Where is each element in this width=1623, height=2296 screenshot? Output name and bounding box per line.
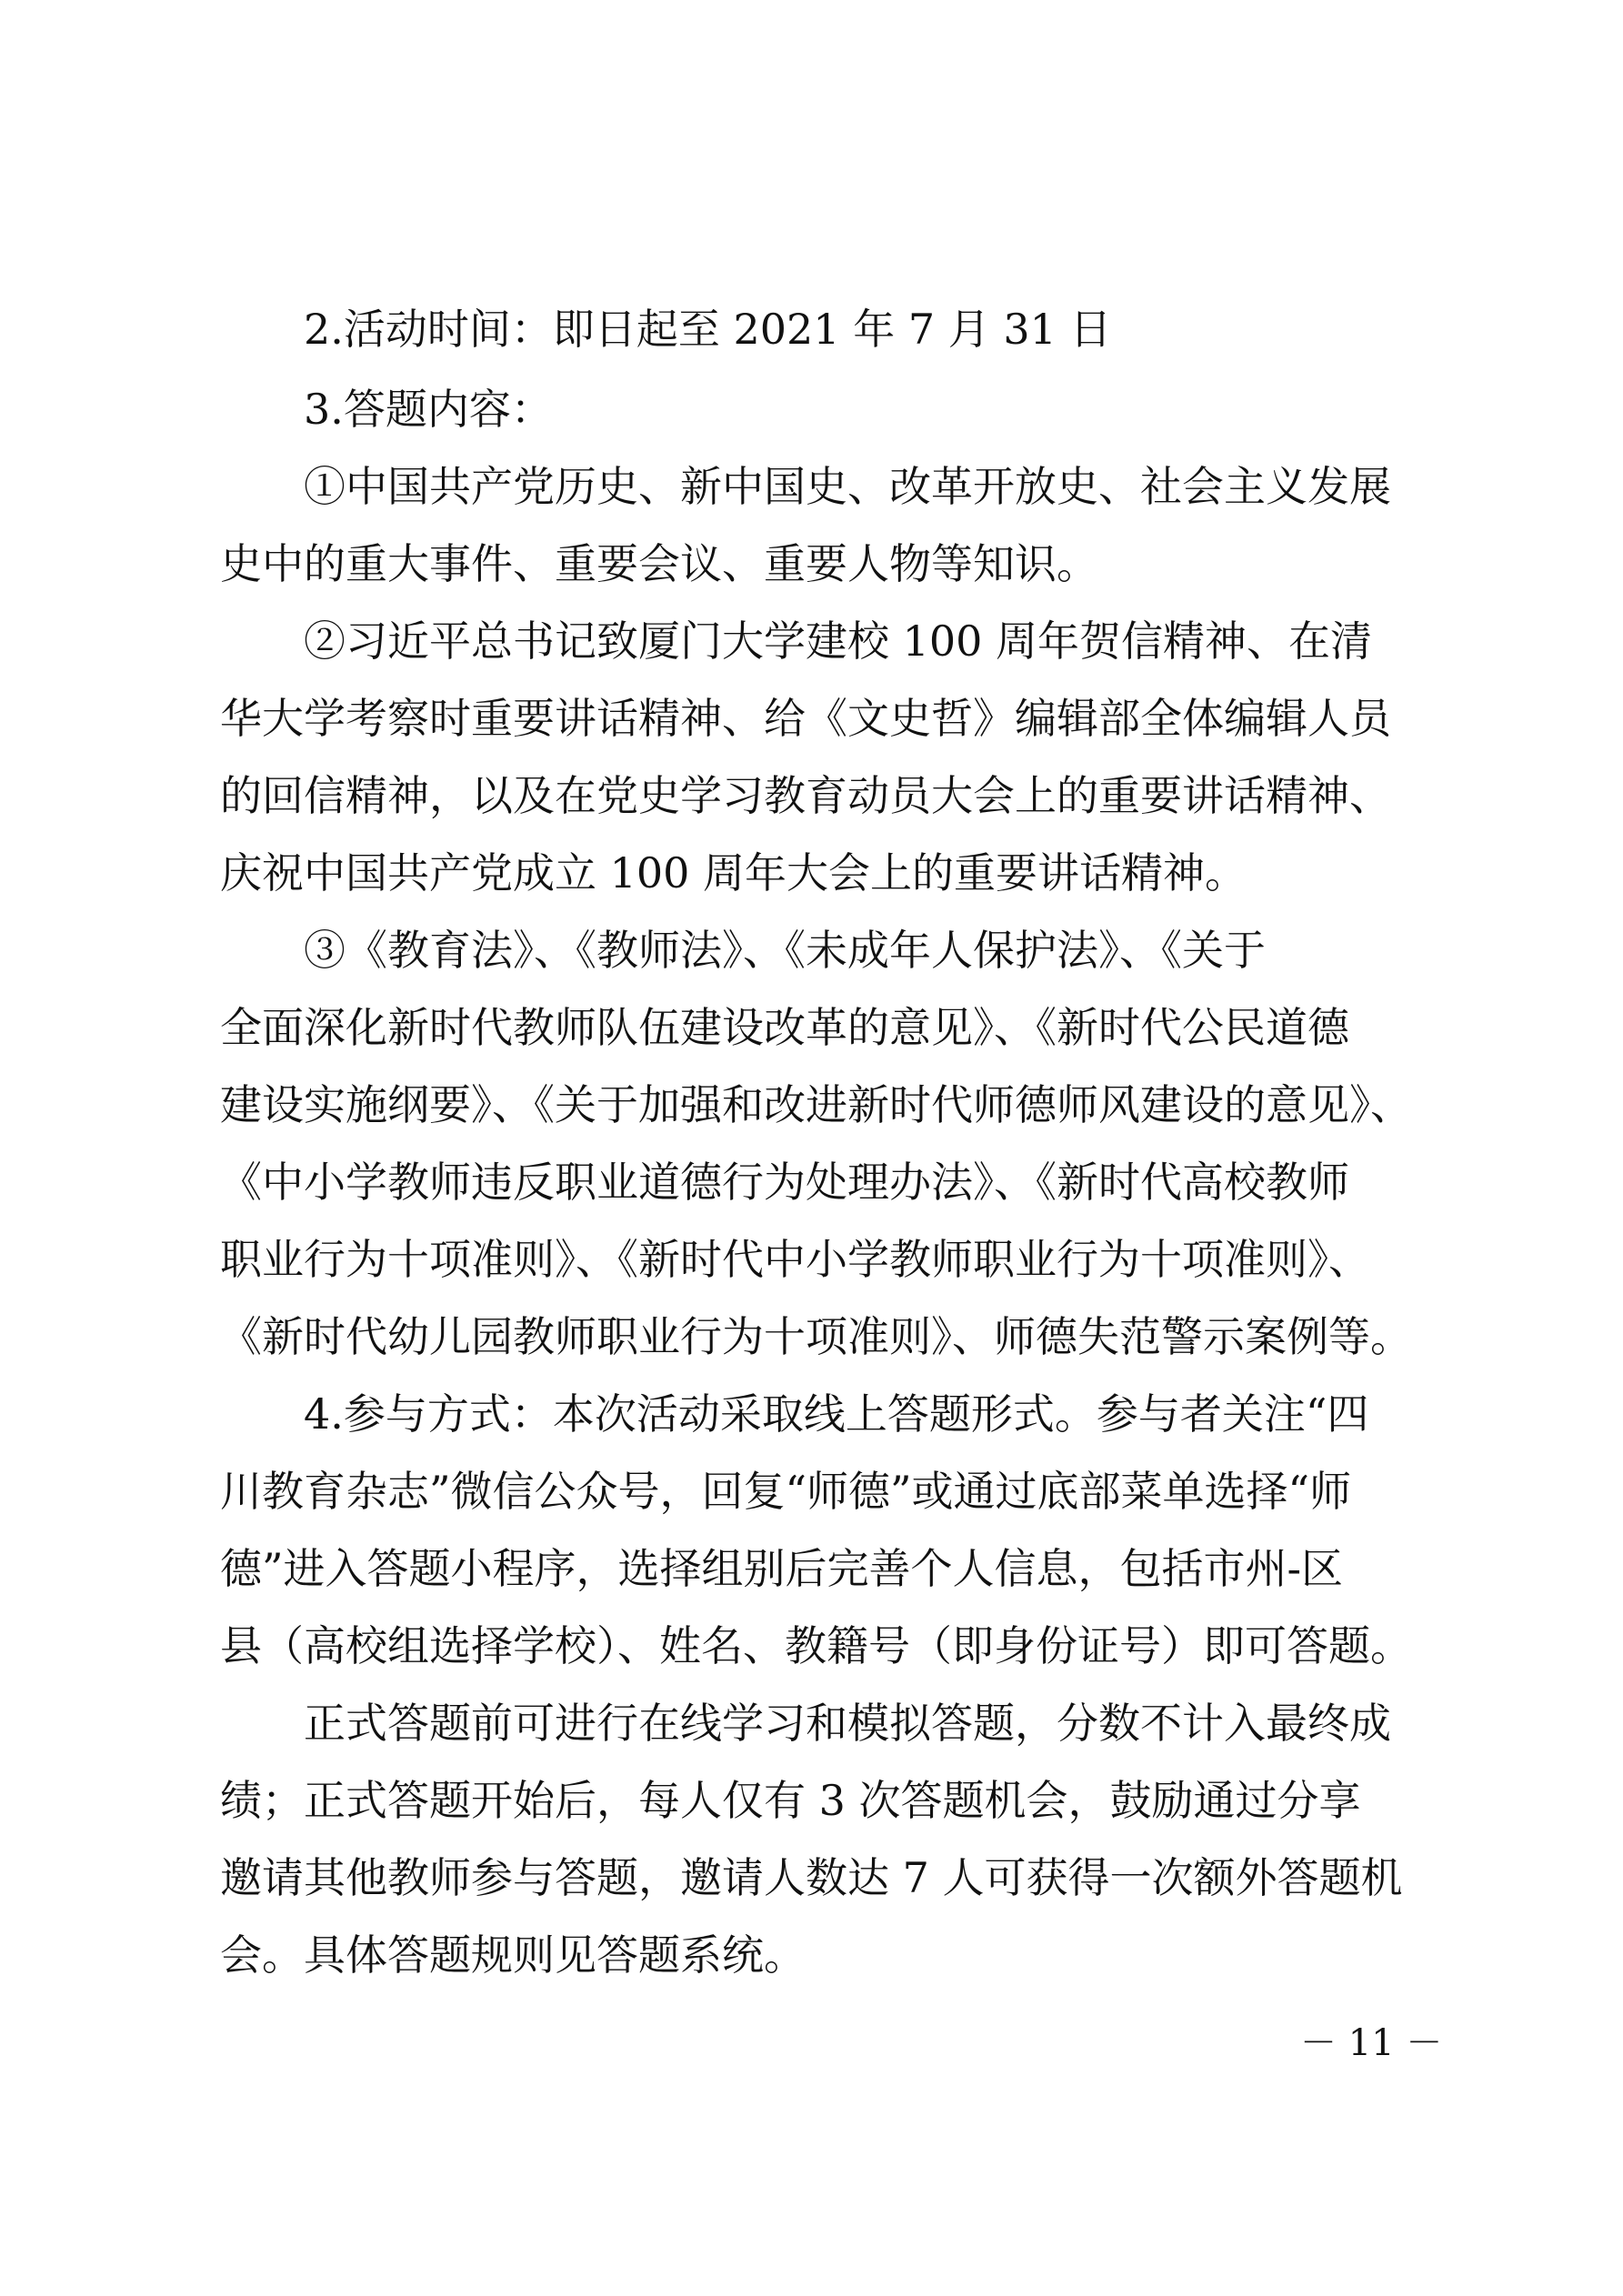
text-line-participation-a: 4.参与方式：本次活动采取线上答题形式。参与者关注“四 xyxy=(304,1389,1369,1439)
text-line-item-3-c: 建设实施纲要》、《关于加强和改进新时代师德师风建设的意见》、 xyxy=(220,1080,1412,1129)
text-line-item-3-e: 职业行为十项准则》、《新时代中小学教师职业行为十项准则》、 xyxy=(220,1235,1370,1284)
text-line-rules-d: 会。具体答题规则见答题系统。 xyxy=(220,1930,806,1980)
text-line-participation-c: 德”进入答题小程序，选择组别后完善个人信息，包括市州-区 xyxy=(220,1544,1344,1593)
text-line-participation-b: 川教育杂志”微信公众号，回复“师德”或通过底部菜单选择“师 xyxy=(220,1467,1352,1516)
text-line-item-2-a: ②习近平总书记致厦门大学建校 100 周年贺信精神、在清 xyxy=(304,617,1373,666)
text-line-rules-a: 正式答题前可进行在线学习和模拟答题，分数不计入最终成 xyxy=(304,1699,1391,1748)
text-line-item-3-d: 《中小学教师违反职业道德行为处理办法》、《新时代高校教师 xyxy=(220,1158,1349,1207)
text-line-rules-c: 邀请其他教师参与答题，邀请人数达 7 人可获得一次额外答题机 xyxy=(220,1853,1403,1902)
text-line-item-1-b: 史中的重大事件、重要会议、重要人物等知识。 xyxy=(220,539,1098,588)
text-line-item-2-d: 庆祝中国共产党成立 100 周年大会上的重要讲话精神。 xyxy=(220,848,1247,897)
text-line-rules-b: 绩；正式答题开始后，每人仅有 3 次答题机会，鼓励通过分享 xyxy=(220,1776,1361,1825)
text-line-item-3-f: 《新时代幼儿园教师职业行为十项准则》、师德失范警示案例等。 xyxy=(220,1312,1412,1361)
text-line-item-2-c: 的回信精神，以及在党史学习教育动员大会上的重要讲话精神、 xyxy=(220,771,1391,820)
text-line-item-3-a: ③《教育法》、《教师法》、《未成年人保护法》、《关于 xyxy=(304,926,1266,975)
text-line-content-heading: 3.答题内容： xyxy=(304,385,553,434)
text-line-participation-d: 县（高校组选择学校）、姓名、教籍号（即身份证号）即可答题。 xyxy=(220,1621,1412,1670)
page-number: － 11 － xyxy=(1300,2022,1443,2064)
text-line-item-2-b: 华大学考察时重要讲话精神、给《文史哲》编辑部全体编辑人员 xyxy=(220,694,1391,743)
text-line-activity-time: 2.活动时间：即日起至 2021 年 7 月 31 日 xyxy=(304,305,1112,354)
text-line-item-3-b: 全面深化新时代教师队伍建设改革的意见》、《新时代公民道德 xyxy=(220,1003,1349,1052)
text-line-item-1-a: ①中国共产党历史、新中国史、改革开放史、社会主义发展 xyxy=(304,462,1391,511)
